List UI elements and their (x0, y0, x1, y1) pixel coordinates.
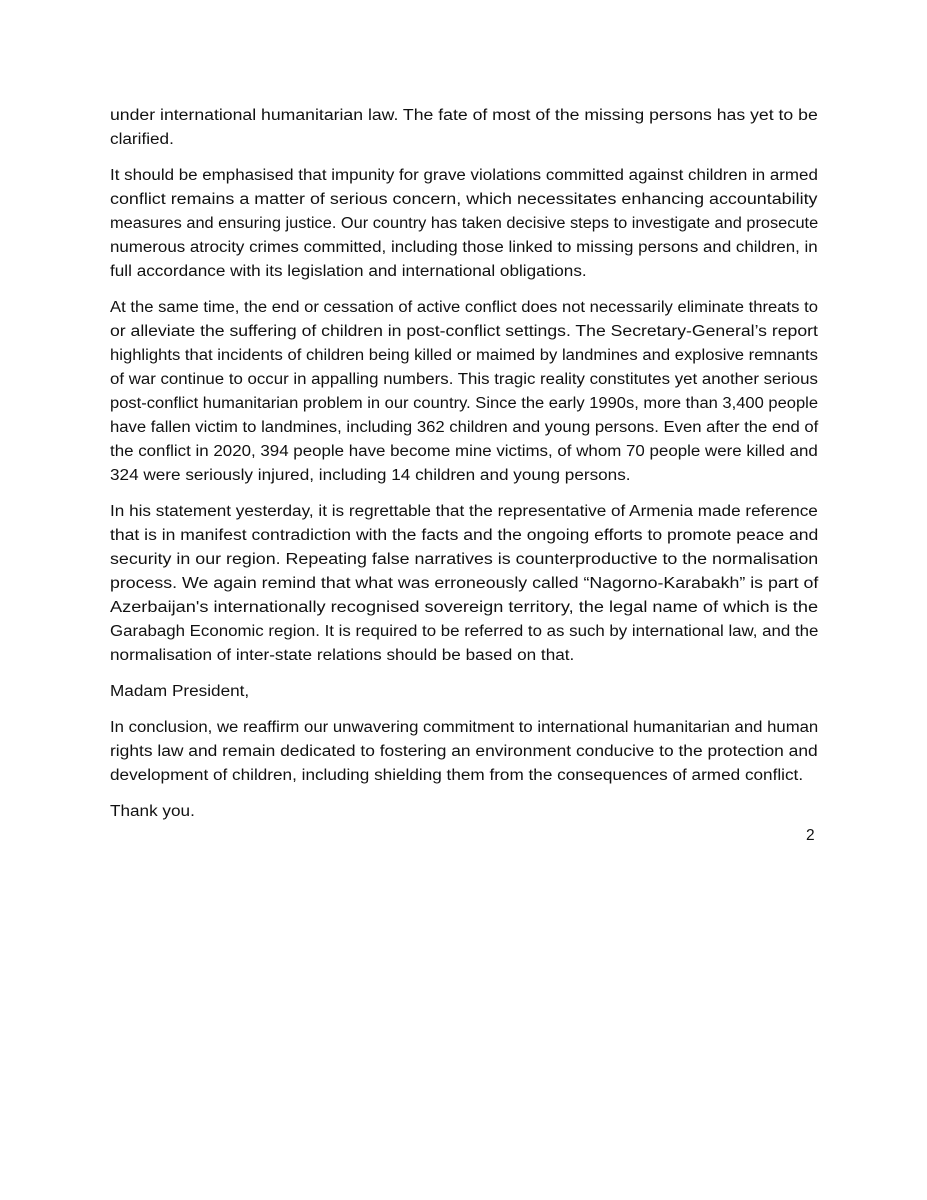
text-line (110, 104, 818, 128)
text-line-content: of war continue to occur in appalling numbers. This tragic reality constitutes yet another serious (110, 371, 818, 388)
text-line-content: process. We again remind that what was erroneously called “Nagorno-Karabakh” is part of (110, 575, 819, 592)
paragraph (110, 296, 818, 488)
text-line (110, 764, 818, 788)
text-line-content: It should be emphasised that impunity for grave violations committed against children in armed (110, 167, 818, 184)
text-line-content: In his statement yesterday, it is regrettable that the representative of Armenia made reference (110, 503, 818, 520)
text-line-content: In conclusion, we reaffirm our unwavering commitment to international humanitarian and human (110, 719, 819, 736)
text-line (110, 500, 818, 524)
text-line-content: development of children, including shielding them from the consequences of armed conflict. (110, 767, 804, 784)
text-line (110, 320, 818, 344)
text-line (110, 392, 818, 416)
text-line (110, 644, 818, 668)
text-line (110, 620, 818, 644)
text-line-content: Madam President, (110, 683, 250, 700)
text-line-content: under international humanitarian law. The fate of most of the missing persons has yet to be (110, 107, 818, 124)
text-line-content: highlights that incidents of children being killed or maimed by landmines and explosive remnants (110, 347, 818, 364)
text-line (110, 212, 818, 236)
paragraph (110, 716, 818, 788)
text-line (110, 164, 818, 188)
text-line-content: security in our region. Repeating false narratives is counterproductive to the normalisation (110, 551, 819, 568)
text-line (110, 464, 818, 488)
text-line-content: clarified. (110, 131, 174, 148)
text-line (110, 260, 818, 284)
text-line-content: post-conflict humanitarian problem in our country. Since the early 1990s, more than 3,400 people (110, 395, 819, 412)
text-line-content: Garabagh Economic region. It is required to be referred to as such by international law, and the (110, 623, 819, 640)
text-line-content: normalisation of inter-state relations should be based on that. (110, 647, 575, 664)
text-line-content: Thank you. (110, 803, 195, 820)
text-line-content: the conflict in 2020, 394 people have become mine victims, of whom 70 people were killed and (110, 443, 818, 460)
text-line (110, 188, 818, 212)
paragraph (110, 680, 818, 704)
text-line-content: have fallen victim to landmines, including 362 children and young persons. Even after the end of (110, 419, 819, 436)
text-line (110, 548, 818, 572)
paragraph (110, 500, 818, 668)
text-line-content: conflict remains a matter of serious concern, which necessitates enhancing accountability (110, 191, 818, 208)
paragraph (110, 800, 818, 824)
text-line (110, 572, 818, 596)
text-line (110, 236, 818, 260)
text-line-content: or alleviate the suffering of children in post-conflict settings. The Secretary-General’s report (110, 323, 818, 340)
text-line-content: Azerbaijan's internationally recognised sovereign territory, the legal name of which is the (110, 599, 819, 616)
text-line (110, 344, 818, 368)
paragraph (110, 104, 818, 152)
text-line (110, 800, 818, 824)
text-line (110, 296, 818, 320)
text-line-content: measures and ensuring justice. Our country has taken decisive steps to investigate and prosecute (110, 215, 819, 232)
document-body (110, 104, 818, 836)
text-line (110, 128, 818, 152)
text-line (110, 596, 818, 620)
text-line-content: At the same time, the end or cessation of active conflict does not necessarily eliminate threats to (110, 299, 818, 316)
text-line-content: full accordance with its legislation and international obligations. (110, 263, 587, 280)
text-line (110, 440, 818, 464)
text-line-content: rights law and remain dedicated to fostering an environment conducive to the protection and (110, 743, 818, 760)
paragraph (110, 164, 818, 284)
text-line (110, 716, 818, 740)
page-number: 2 (806, 827, 815, 844)
text-line (110, 368, 818, 392)
text-line (110, 740, 818, 764)
text-line (110, 416, 818, 440)
text-line-content: numerous atrocity crimes committed, including those linked to missing persons and children, in (110, 239, 818, 256)
text-line (110, 680, 818, 704)
text-line-content: 324 were seriously injured, including 14 children and young persons. (110, 467, 631, 484)
text-line (110, 524, 818, 548)
text-line-content: that is in manifest contradiction with the facts and the ongoing efforts to promote peace and (110, 527, 819, 544)
